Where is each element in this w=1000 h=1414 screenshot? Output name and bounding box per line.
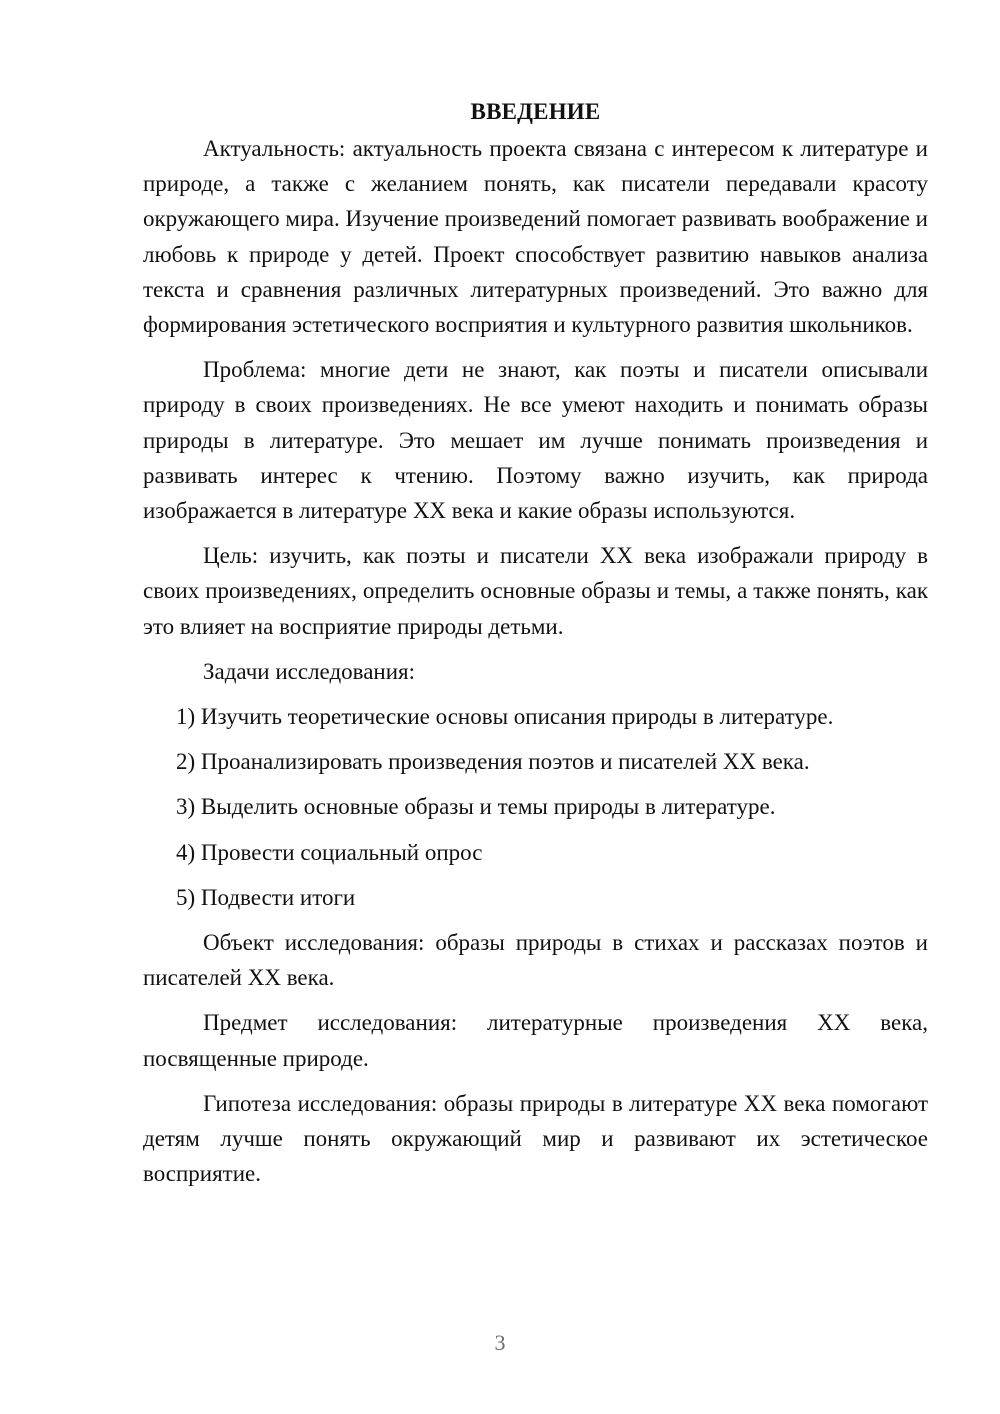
task-item: 4) Провести социальный опрос	[176, 839, 483, 865]
goal-paragraph: Цель: изучить, как поэты и писатели XX века изображали природу в своих произведениях, определить основные образы и темы, а также понять, как это влияет на восприятие природы детьми.	[143, 543, 928, 639]
task-item: 3) Выделить основные образы и темы природы в литературе.	[176, 794, 776, 820]
problem-paragraph: Проблема: многие дети не знают, как поэты и писатели описывали природу в своих произведениях. Не все умеют находить и понимать образы природы в литературе. Это мешает им лучше понимать произведения и развивать интерес к чтению. Поэтому важно изучить, как природа изображается в литературе XX века и какие образы используются.	[143, 357, 928, 524]
page-number: 3	[494, 1330, 506, 1355]
hypothesis-paragraph: Гипотеза исследования: образы природы в литературе XX века помогают детям лучше понять окружающий мир и развивают их эстетическое восприятие.	[143, 1090, 928, 1187]
task-item: 1) Изучить теоретические основы описания природы в литературе.	[176, 704, 834, 730]
task-item: 5) Подвести итоги	[176, 884, 356, 910]
subject-paragraph: Предмет исследования: литературные произведения XX века, посвященные природе.	[143, 1010, 928, 1071]
object-paragraph: Объект исследования: образы природы в стихах и рассказах поэтов и писателей XX века.	[143, 930, 928, 991]
tasks-list	[143, 699, 928, 915]
relevance-paragraph: Актуальность: актуальность проекта связана с интересом к литературе и природе, а также с желанием понять, как писатели передавали красоту окружающего мира. Изучение произведений помогает развивать воображение и любовь к природе у детей. Проект способствует развитию навыков анализа текста и сравнения различных литературных произведений. Это важно для формирования эстетического восприятия и культурного развития школьников.	[143, 136, 928, 338]
page-title: ВВЕДЕНИЕ	[470, 99, 601, 124]
page-content	[143, 94, 928, 1201]
task-item: 2) Проанализировать произведения поэтов и писателей XX века.	[176, 749, 810, 775]
tasks-heading: Задачи исследования:	[203, 658, 416, 684]
